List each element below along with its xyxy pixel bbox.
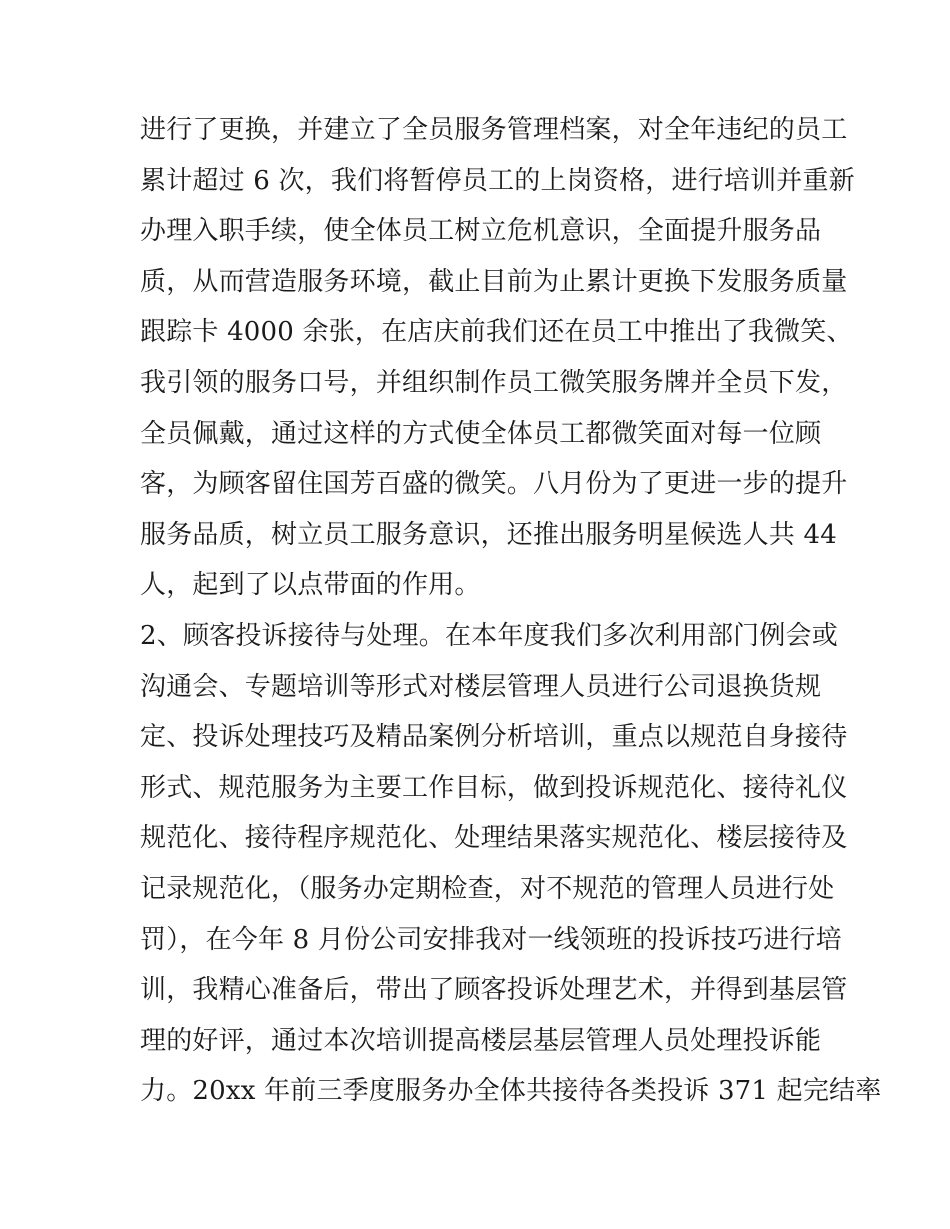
text-line: 力。20xx 年前三季度服务办全体共接待各类投诉 371 起完结率: [140, 1076, 882, 1107]
text-line: 记录规范化，（服务办定期检查，对不规范的管理人员进行处: [140, 873, 835, 904]
text-line: 沟通会、专题培训等形式对楼层管理人员进行公司退换货规: [140, 671, 822, 702]
text-line: 办理入职手续，使全体员工树立危机意识，全面提升服务品: [140, 216, 822, 247]
text-line: 累计超过 6 次，我们将暂停员工的上岗资格，进行培训并重新: [140, 165, 855, 196]
section-heading-line: 2、顾客投诉接待与处理。在本年度我们多次利用部门例会或: [140, 620, 838, 651]
text-line: 理的好评，通过本次培训提高楼层基层管理人员处理投诉能: [140, 1025, 822, 1056]
text-line: 全员佩戴，通过这样的方式使全体员工都微笑面对每一位顾: [140, 418, 822, 449]
text-line: 进行了更换，并建立了全员服务管理档案，对全年违纪的员工: [140, 115, 848, 145]
text-line: 服务品质，树立员工服务意识，还推出服务明星候选人共 44: [140, 519, 837, 550]
text-line: 规范化、接待程序规范化、处理结果落实规范化、楼层接待及: [140, 823, 848, 854]
text-line: 训，我精心准备后，带出了顾客投诉处理艺术，并得到基层管: [140, 975, 848, 1006]
text-line: 罚），在今年 8 月份公司安排我对一线领班的投诉技巧进行培: [140, 924, 842, 955]
text-line: 客，为顾客留住国芳百盛的微笑。八月份为了更进一步的提升: [140, 469, 848, 500]
text-line: 形式、规范服务为主要工作目标，做到投诉规范化、接待礼仪: [140, 772, 848, 803]
text-line: 定、投诉处理技巧及精品案例分析培训，重点以规范自身接待: [140, 722, 848, 753]
text-line: 跟踪卡 4000 余张，在店庆前我们还在员工中推出了我微笑、: [140, 317, 853, 348]
text-line: 我引领的服务口号，并组织制作员工微笑服务牌并全员下发，: [140, 367, 848, 398]
text-line: 质，从而营造服务环境，截止目前为止累计更换下发服务质量: [140, 266, 848, 297]
document-page: [140, 105, 882, 1117]
text-line: 人，起到了以点带面的作用。: [140, 570, 481, 601]
